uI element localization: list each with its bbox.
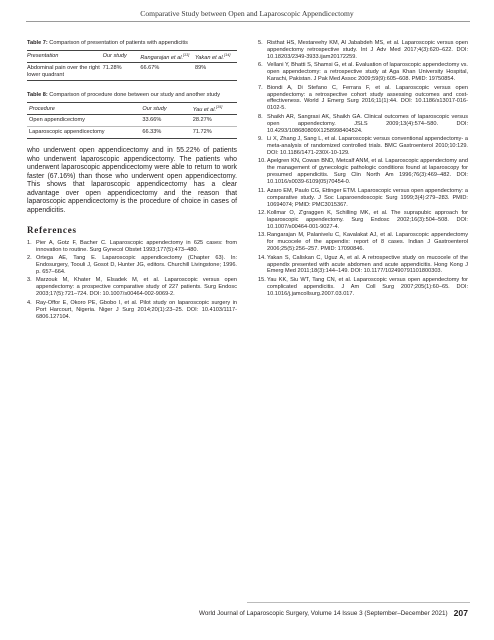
table7-title: Comparison of presentation of patients with appendicitis [49, 40, 188, 46]
reference-item: 6. Vellani Y, Bhatti S, Shamsi G, et al. Evaluation of laparoscopic appendectomy vs. open appendectomy: a retrospective study at Aga Khan University Hospital, Karachi, Pakistan. J Pak Med Assoc 2009;59(9):605–608. PMID: 19750854. [258, 62, 468, 83]
running-title: Comparative Study between Open and Laparoscopic Appendicectomy [140, 9, 354, 18]
table8-header-yau: Yau et al.[15] [191, 103, 237, 115]
references-heading: References [27, 224, 77, 235]
table8-caption [27, 92, 237, 99]
table7-header-row [27, 51, 237, 63]
table-row [27, 127, 237, 139]
table7-cell-our: 71.28% [103, 62, 141, 81]
table7-header-rangarajan: Rangarajan et al.[13] [140, 51, 195, 63]
table8-title: Comparison of procedure done between our study and another study [49, 92, 221, 99]
table7-header-presentation: Presentation [27, 51, 103, 63]
table7-label: Table 7: [27, 40, 48, 46]
page-number: 207 [453, 608, 468, 618]
table8 [27, 102, 237, 138]
table7-header-our-study: Our study [103, 51, 141, 63]
reference-item: 13. Rangarajan M, Palanivelu C, Kavalakat AJ, et al. Laparoscopic appendectomy for mucocele of the appendix: report of 8 cases. Indian J Gastroenterol 2006;25(5):256–257. PMID: 17090846. [258, 232, 468, 253]
references-list-left [27, 240, 237, 321]
reference-item: 5. Risthat HS, Mestareehy KM, Al Jababdeh MS, et al. Laparoscopic versus open appendectomy retrospective study. Int J Adv Med 2017;4(3):620–622. DOI: 10.18203/2349-3933.ijam20172259. [258, 40, 468, 60]
table-row [27, 62, 237, 81]
table7-cell-rangarajan: 66.67% [140, 62, 195, 81]
reference-item: 9. Li X, Zhang J, Sang L, et al. Laparoscopic versus conventional appendectomy- a meta-analysis of randomized controlled trials. BMC Gastroenterol 2010;10:129. DOI: 10.1186/1471-230X-10-129. [258, 136, 468, 156]
table7-cell-yakan: 89% [195, 62, 237, 81]
reference-item: 3. Marzouk M, Khater M, Elsadek M, et al. Laparoscopic versus open appendectomy: a prospective comparative study of 227 patients. Surg Endosc 2003;17(5):721–724. DOI: 10.1007/s00464-002-9069-2. [27, 277, 237, 298]
table8-cell-yau: 71.72% [191, 127, 237, 139]
table8-cell-our: 33.66% [140, 115, 190, 127]
table8-header-our-study: Our study [140, 103, 190, 115]
footer-rule [247, 602, 470, 603]
table7-header-yakan: Yakan et al.[14] [195, 51, 237, 63]
table8-cell-our: 66.33% [140, 127, 190, 139]
references-list-right [258, 40, 468, 298]
table8-cell-procedure: Laparoscopic appendicectomy [27, 127, 140, 139]
reference-item: 15. Yau KK, Siu WT, Tang CN, et al. Laparoscopic versus open appendectomy for complicated appendicitis. J Am Coll Surg 2007;205(1):60–65. DOI: 10.1016/j.jamcollsurg.2007.03.017. [258, 276, 468, 297]
reference-item: 8. Shaikh AR, Sangrasi AK, Shaikh GA. Clinical outcomes of laparoscopic versus open appendectomy. JSLS 2009;13(4):574–580. DOI: 10.4293/108680809X1258998404524. [258, 113, 468, 134]
right-column [258, 40, 468, 299]
table8-label: Table 8: [27, 92, 48, 99]
footer-journal: World Journal of Laparoscopic Surgery, Volume 14 Issue 3 (September–December 2021) [199, 609, 448, 617]
reference-item: 2. Ortega AE, Tang E. Laparoscopic appendicectomy (Chapter 63). In: Endosurgery, Toouli J, Gosot D, Hunter JG, editors. Churchill Livingstone; 1996. p. 657–664. [27, 255, 237, 275]
table7-cell-presentation: Abdominal pain over the right lower quadrant [27, 62, 103, 81]
body-paragraph: who underwent open appendicectomy and in 55.22% of patients who underwent laparoscopic appendicectomy. The patients who underwent laparoscopic appendicectomy were able to return to work faster (67.16%) than those who underwent open appendicectomy. This shows that laparoscopic appendicectomy has a clear advantage over open appendicectomy and the reason that laparoscopic appendicectomy is the procedure of choice in cases of appendicitis. [27, 146, 237, 215]
reference-item: 14. Yakan S, Caliskan C, Uguz A, et al. A retrospective study on mucocele of the appendix presented with acute abdomen and acute appendicitis. Hong Kong J Emerg Med 2011;18(3):144–149. DOI: 10.1177/102490791101800303. [258, 254, 468, 275]
table8-cell-procedure: Open appendicectomy [27, 115, 140, 127]
table7-caption [27, 40, 237, 47]
header-rule [26, 21, 470, 22]
reference-item: 10. Apelgren KN, Cowan BND, Metcalf ANM, et al. Laparoscopic appendectomy and the management of gynecologic pathologic conditions found at laparoscopy for presumed appendicitis. Surg Clin North Am 1996;76(3):469–482. DOI: 10.1016/s0039-6109(05)70454-0. [258, 158, 468, 186]
reference-item: 4. Ray-Offor E, Okoro PE, Gbobo I, et al. Pilot study on laparoscopic surgery in Port Harcourt, Nigeria. Niger J Surg 2014;20(1):23–25. DOI: 10.4103/1117-6806.127104. [27, 299, 237, 320]
table8-header-row [27, 103, 237, 115]
table8-header-procedure: Procedure [27, 103, 140, 115]
table-row [27, 115, 237, 127]
page-footer [199, 608, 468, 618]
left-column [27, 40, 237, 322]
table8-cell-yau: 28.27% [191, 115, 237, 127]
reference-item: 12. Kollmar O, Z'graggen K, Schilling MK, et al. The suprapubic approach for laparoscopic appendectomy. Surg Endosc 2002;16(3):504–508. DOI: 10.1007/s00464-001-9027-4. [258, 210, 468, 230]
reference-item: 7. Biondi A, Di Stefano C, Ferrara F, et al. Laparoscopic versus open appendectomy: a retrospective cohort study assessing outcomes and cost-effectiveness. World J Emerg Surg 2016;11(1):44. DOI: 10.1186/s13017-016-0102-5. [258, 84, 468, 112]
reference-item: 1. Pier A, Gotz F, Bacher C. Laparoscopic appendectomy in 625 cases: from innovation to routine. Surg Gynecol Obstet 1993;177(5):473–480. [27, 239, 237, 253]
reference-item: 11. Azaro EM, Paulo CG, Ettinger ETM. Laparoscopic versus open appendectomy: a comparative study. J Soc Laparoendoscopic Surg 1999;3(4):279–283. PMID: 10694074; PMID: PMC3015367. [258, 187, 468, 208]
table7 [27, 50, 237, 81]
